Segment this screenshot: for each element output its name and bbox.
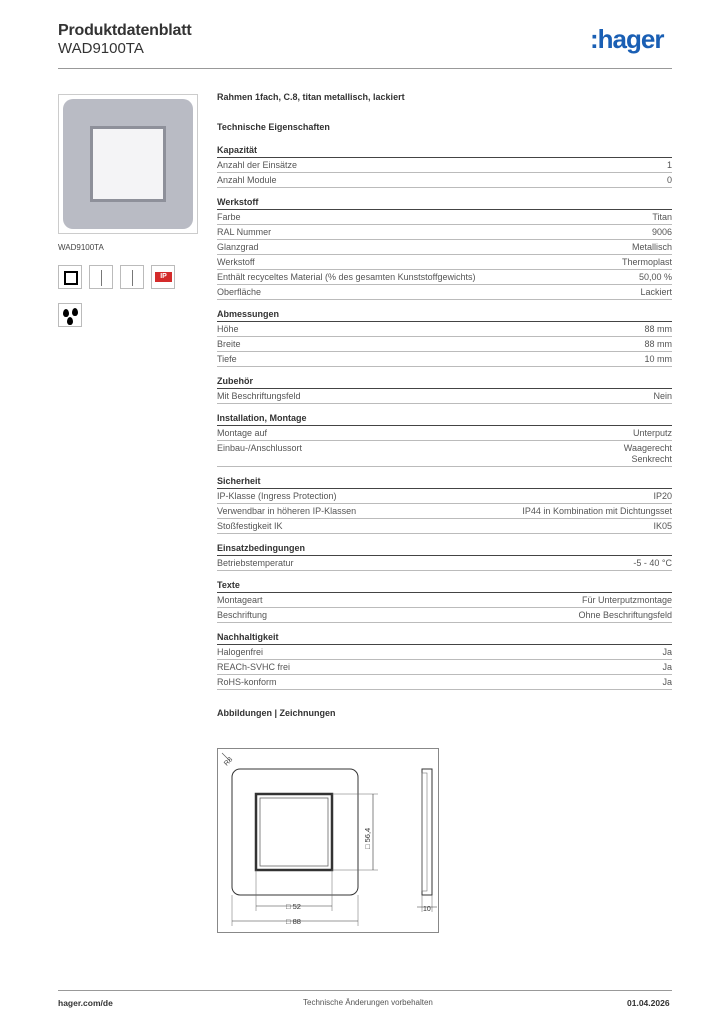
spec-value: Für Unterputzmontage (581, 594, 672, 605)
spec-row (217, 593, 672, 608)
vertical-line-icon (120, 265, 144, 289)
spec-row (217, 389, 672, 404)
spec-label: Betriebstemperatur (217, 557, 294, 568)
spec-value: Ja (662, 676, 672, 687)
spec-label: Anzahl der Einsätze (217, 159, 298, 170)
spec-label: Werkstoff (217, 256, 255, 267)
spec-value: IK05 (653, 520, 672, 531)
spec-label: Oberfläche (217, 286, 262, 297)
spec-value: 0 (666, 174, 672, 185)
dimension-drawing-svg (218, 749, 438, 932)
spec-value: IP20 (653, 490, 672, 501)
spec-row (217, 352, 672, 367)
vertical-mount-icon (89, 265, 113, 289)
hager-logo: :hager (590, 24, 664, 54)
spec-value: Thermoplast (621, 256, 672, 267)
spec-value: 88 mm (644, 323, 672, 334)
spec-row (217, 556, 672, 571)
inner-width-label: □ 52 (286, 902, 301, 911)
footer-website-link[interactable]: hager.com/de (58, 998, 113, 1008)
spec-label: IP-Klasse (Ingress Protection) (217, 490, 337, 501)
section-title: Kapazität (217, 145, 672, 158)
spec-value (624, 443, 672, 465)
spec-value: 88 mm (644, 338, 672, 349)
spec-row (217, 255, 672, 270)
spec-label: Verwendbar in höheren IP-Klassen (217, 505, 357, 516)
section-title: Installation, Montage (217, 413, 672, 426)
header-divider (58, 68, 672, 69)
section-title: Texte (217, 580, 672, 593)
spec-value: Unterputz (632, 427, 672, 438)
section-title: Abmessungen (217, 309, 672, 322)
footer-disclaimer: Technische Änderungen vorbehalten (303, 998, 433, 1007)
spec-content (217, 92, 672, 718)
spec-row (217, 270, 672, 285)
spec-label: Montageart (217, 594, 263, 605)
spec-value: 1 (666, 159, 672, 170)
spec-row (217, 426, 672, 441)
spec-value: -5 - 40 °C (633, 557, 672, 568)
spec-row (217, 489, 672, 504)
spec-label: Breite (217, 338, 241, 349)
section-title: Nachhaltigkeit (217, 632, 672, 645)
spec-label: Montage auf (217, 427, 268, 438)
section-title: Einsatzbedingungen (217, 543, 672, 556)
spec-label: RAL Nummer (217, 226, 272, 237)
spec-value: Ohne Beschriftungsfeld (578, 609, 672, 620)
spec-row (217, 210, 672, 225)
spec-value: Lackiert (640, 286, 672, 297)
spec-label: Anzahl Module (217, 174, 277, 185)
spec-value: 50,00 % (638, 271, 672, 282)
ip-rating-icon: IP (151, 265, 175, 289)
spec-row (217, 608, 672, 623)
spec-row (217, 675, 672, 690)
image-caption: WAD9100TA (58, 243, 104, 252)
outer-width-label: □ 88 (286, 917, 301, 926)
depth-label: 10 (423, 906, 431, 913)
feature-icons (58, 265, 175, 289)
product-image (58, 94, 198, 234)
outer-frame-outline (232, 769, 358, 895)
dimension-drawing (217, 748, 439, 933)
product-code: WAD9100TA (58, 40, 144, 57)
figures-title: Abbildungen | Zeichnungen (217, 708, 336, 718)
spec-label: Tiefe (217, 353, 237, 364)
spec-row (217, 337, 672, 352)
spec-row (217, 225, 672, 240)
spec-value: IP44 in Kombination mit Dichtungsset (522, 505, 672, 516)
spec-value: Nein (653, 390, 672, 401)
spec-value: 9006 (651, 226, 672, 237)
frame-graphic (63, 99, 193, 229)
spec-label: Mit Beschriftungsfeld (217, 390, 301, 401)
spec-row (217, 519, 672, 534)
spec-value: Ja (662, 646, 672, 657)
spec-row (217, 158, 672, 173)
spec-value: 10 mm (644, 353, 672, 364)
section-title: Werkstoff (217, 197, 672, 210)
spec-value-line: Senkrecht (631, 453, 672, 464)
footer-date: 01.04.2026 (627, 998, 670, 1008)
spec-row (217, 504, 672, 519)
spec-sections (217, 145, 672, 690)
spec-label: Stoßfestigkeit IK (217, 520, 283, 531)
spec-label: RoHS-konform (217, 676, 277, 687)
section-title: Zubehör (217, 376, 672, 389)
corner-radius-label: R8 (223, 756, 235, 768)
spec-value: Metallisch (631, 241, 672, 252)
spec-label: Höhe (217, 323, 239, 334)
spec-row (217, 322, 672, 337)
spec-label: Enthält recyceltes Material (% des gesamten Kunststoffgewichts) (217, 271, 476, 282)
spec-label: Glanzgrad (217, 241, 259, 252)
spec-value: Ja (662, 661, 672, 672)
frame-square-icon (58, 265, 82, 289)
spec-value: Titan (652, 211, 672, 222)
inner-height-label: □ 56,4 (363, 827, 372, 849)
spec-row (217, 441, 672, 467)
spec-row (217, 240, 672, 255)
opening-outline (260, 798, 328, 866)
spec-row (217, 645, 672, 660)
spec-label: Farbe (217, 211, 241, 222)
product-headline: Rahmen 1fach, C.8, titan metallisch, lackiert (217, 92, 405, 102)
tech-properties-title: Technische Eigenschaften (217, 122, 330, 132)
spec-label: REACh-SVHC frei (217, 661, 291, 672)
spec-label: Beschriftung (217, 609, 268, 620)
page-title: Produktdatenblatt (58, 22, 192, 39)
inner-frame-outline (256, 794, 332, 870)
spec-label: Einbau-/Anschlussort (217, 442, 303, 453)
footer-divider (58, 990, 672, 991)
spec-value-line: Waagerecht (623, 442, 672, 453)
spec-row (217, 285, 672, 300)
spec-row (217, 660, 672, 675)
spec-label: Halogenfrei (217, 646, 264, 657)
section-title: Sicherheit (217, 476, 672, 489)
water-drops-icon (58, 303, 82, 327)
spec-row (217, 173, 672, 188)
